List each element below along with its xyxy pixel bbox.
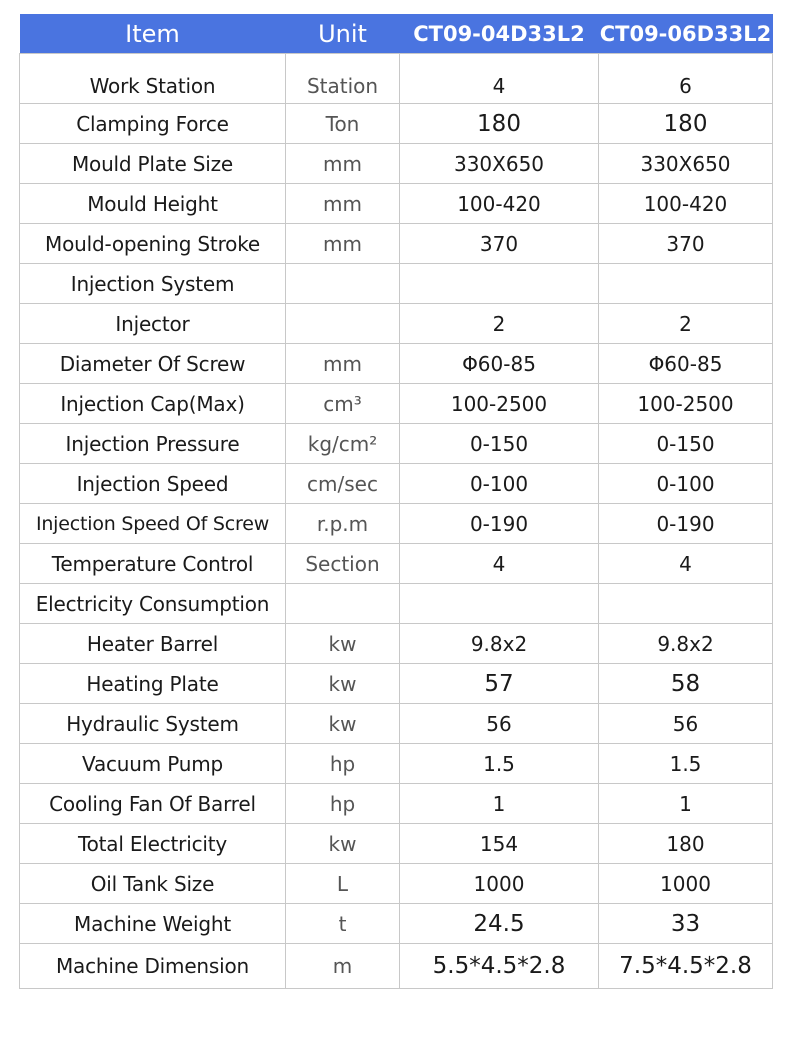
model-a-value-cell: 100-420 bbox=[400, 184, 599, 224]
model-b-value-cell: 0-190 bbox=[599, 504, 773, 544]
table-row bbox=[20, 424, 773, 464]
specification-table bbox=[19, 14, 773, 989]
spec-unit-cell: kw bbox=[286, 664, 400, 704]
table-row bbox=[20, 104, 773, 144]
model-b-value-cell: 180 bbox=[599, 824, 773, 864]
model-a-value-cell: 2 bbox=[400, 304, 599, 344]
spec-item-cell: Mould Height bbox=[20, 184, 286, 224]
table-header bbox=[20, 14, 773, 54]
model-b-value-cell: 100-420 bbox=[599, 184, 773, 224]
spec-item-cell: Heating Plate bbox=[20, 664, 286, 704]
model-b-value-cell: 58 bbox=[599, 664, 773, 704]
model-b-value-cell: Φ60-85 bbox=[599, 344, 773, 384]
spec-unit-cell: cm/sec bbox=[286, 464, 400, 504]
spec-item-cell: Clamping Force bbox=[20, 104, 286, 144]
model-a-value-cell: 1000 bbox=[400, 864, 599, 904]
model-a-value-cell: 0-150 bbox=[400, 424, 599, 464]
model-a-value-cell: 370 bbox=[400, 224, 599, 264]
model-b-value-cell: 1 bbox=[599, 784, 773, 824]
model-a-value-cell: 330X650 bbox=[400, 144, 599, 184]
spec-unit-cell: mm bbox=[286, 184, 400, 224]
spec-unit-cell: t bbox=[286, 904, 400, 944]
model-b-value-cell: 1.5 bbox=[599, 744, 773, 784]
spec-unit-cell: Station bbox=[286, 54, 400, 104]
header-model-a: CT09-04D33L2 bbox=[400, 14, 599, 54]
table-row bbox=[20, 824, 773, 864]
spec-unit-cell: Section bbox=[286, 544, 400, 584]
spec-item-cell: Machine Weight bbox=[20, 904, 286, 944]
table-row bbox=[20, 264, 773, 304]
spec-item-cell: Oil Tank Size bbox=[20, 864, 286, 904]
table-row bbox=[20, 584, 773, 624]
spec-unit-cell: kw bbox=[286, 824, 400, 864]
table-row bbox=[20, 504, 773, 544]
header-unit: Unit bbox=[286, 14, 400, 54]
spec-item-cell: Machine Dimension bbox=[20, 944, 286, 989]
table-row bbox=[20, 904, 773, 944]
model-b-value-cell: 4 bbox=[599, 544, 773, 584]
model-b-value-cell: 100-2500 bbox=[599, 384, 773, 424]
spec-item-cell: Injection System bbox=[20, 264, 286, 304]
model-b-value-cell: 2 bbox=[599, 304, 773, 344]
spec-item-cell: Total Electricity bbox=[20, 824, 286, 864]
model-b-value-cell bbox=[599, 264, 773, 304]
spec-item-cell: Hydraulic System bbox=[20, 704, 286, 744]
spec-item-cell: Vacuum Pump bbox=[20, 744, 286, 784]
table-row bbox=[20, 54, 773, 104]
spec-item-cell: Work Station bbox=[20, 54, 286, 104]
spec-unit-cell: Ton bbox=[286, 104, 400, 144]
spec-unit-cell bbox=[286, 584, 400, 624]
model-a-value-cell bbox=[400, 584, 599, 624]
model-b-value-cell: 1000 bbox=[599, 864, 773, 904]
table-row bbox=[20, 144, 773, 184]
table-row bbox=[20, 384, 773, 424]
spec-item-cell: Mould Plate Size bbox=[20, 144, 286, 184]
model-a-value-cell: 9.8x2 bbox=[400, 624, 599, 664]
table-row bbox=[20, 944, 773, 989]
table-row bbox=[20, 664, 773, 704]
model-a-value-cell: 5.5*4.5*2.8 bbox=[400, 944, 599, 989]
model-a-value-cell bbox=[400, 264, 599, 304]
table-row bbox=[20, 704, 773, 744]
model-b-value-cell: 0-150 bbox=[599, 424, 773, 464]
model-a-value-cell: 1 bbox=[400, 784, 599, 824]
spec-item-cell: Heater Barrel bbox=[20, 624, 286, 664]
model-b-value-cell: 56 bbox=[599, 704, 773, 744]
table-row bbox=[20, 624, 773, 664]
model-b-value-cell: 330X650 bbox=[599, 144, 773, 184]
model-b-value-cell bbox=[599, 584, 773, 624]
table-row bbox=[20, 544, 773, 584]
spec-unit-cell: mm bbox=[286, 144, 400, 184]
spec-item-cell: Diameter Of Screw bbox=[20, 344, 286, 384]
table-row bbox=[20, 344, 773, 384]
model-b-value-cell: 33 bbox=[599, 904, 773, 944]
spec-item-cell: Injection Speed Of Screw bbox=[20, 504, 286, 544]
spec-item-cell: Cooling Fan Of Barrel bbox=[20, 784, 286, 824]
header-model-b: CT09-06D33L2 bbox=[599, 14, 773, 54]
model-a-value-cell: 154 bbox=[400, 824, 599, 864]
spec-sheet bbox=[19, 14, 772, 989]
spec-item-cell: Injection Cap(Max) bbox=[20, 384, 286, 424]
table-body bbox=[20, 54, 773, 989]
model-a-value-cell: 4 bbox=[400, 54, 599, 104]
spec-unit-cell: L bbox=[286, 864, 400, 904]
table-row bbox=[20, 224, 773, 264]
spec-item-cell: Electricity Consumption bbox=[20, 584, 286, 624]
spec-unit-cell bbox=[286, 304, 400, 344]
model-a-value-cell: 1.5 bbox=[400, 744, 599, 784]
model-a-value-cell: 0-190 bbox=[400, 504, 599, 544]
model-b-value-cell: 7.5*4.5*2.8 bbox=[599, 944, 773, 989]
spec-item-cell: Temperature Control bbox=[20, 544, 286, 584]
spec-unit-cell: hp bbox=[286, 784, 400, 824]
table-row bbox=[20, 184, 773, 224]
spec-unit-cell bbox=[286, 264, 400, 304]
spec-item-cell: Injector bbox=[20, 304, 286, 344]
model-a-value-cell: 180 bbox=[400, 104, 599, 144]
model-b-value-cell: 0-100 bbox=[599, 464, 773, 504]
spec-unit-cell: cm³ bbox=[286, 384, 400, 424]
spec-item-cell: Injection Pressure bbox=[20, 424, 286, 464]
spec-unit-cell: mm bbox=[286, 224, 400, 264]
spec-unit-cell: kw bbox=[286, 624, 400, 664]
model-a-value-cell: 4 bbox=[400, 544, 599, 584]
model-a-value-cell: 0-100 bbox=[400, 464, 599, 504]
table-row bbox=[20, 464, 773, 504]
table-row bbox=[20, 784, 773, 824]
model-a-value-cell: 100-2500 bbox=[400, 384, 599, 424]
spec-unit-cell: kw bbox=[286, 704, 400, 744]
table-row bbox=[20, 744, 773, 784]
model-a-value-cell: 57 bbox=[400, 664, 599, 704]
model-b-value-cell: 9.8x2 bbox=[599, 624, 773, 664]
model-b-value-cell: 6 bbox=[599, 54, 773, 104]
spec-unit-cell: r.p.m bbox=[286, 504, 400, 544]
model-b-value-cell: 370 bbox=[599, 224, 773, 264]
spec-unit-cell: mm bbox=[286, 344, 400, 384]
spec-unit-cell: hp bbox=[286, 744, 400, 784]
model-a-value-cell: 56 bbox=[400, 704, 599, 744]
spec-unit-cell: m bbox=[286, 944, 400, 989]
model-a-value-cell: 24.5 bbox=[400, 904, 599, 944]
table-row bbox=[20, 304, 773, 344]
spec-item-cell: Injection Speed bbox=[20, 464, 286, 504]
model-b-value-cell: 180 bbox=[599, 104, 773, 144]
model-a-value-cell: Φ60-85 bbox=[400, 344, 599, 384]
spec-unit-cell: kg/cm² bbox=[286, 424, 400, 464]
header-item: Item bbox=[20, 14, 286, 54]
spec-item-cell: Mould-opening Stroke bbox=[20, 224, 286, 264]
table-row bbox=[20, 864, 773, 904]
